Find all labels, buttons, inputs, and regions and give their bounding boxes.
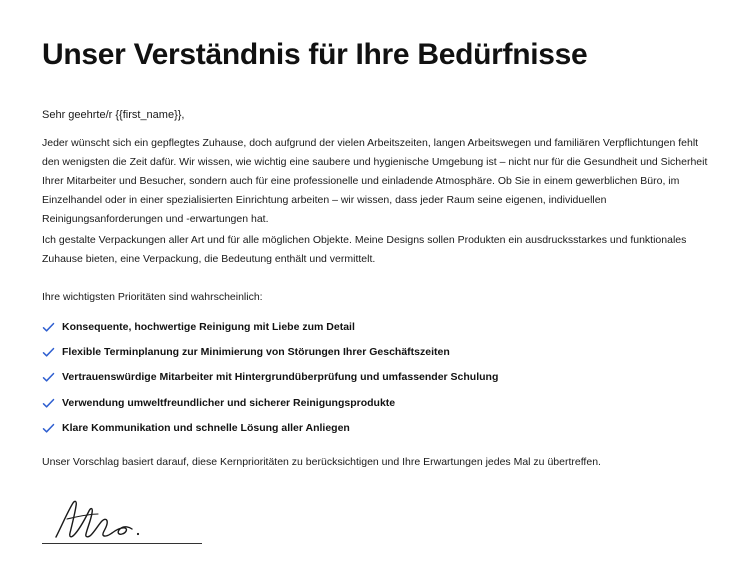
- signature-line: [42, 543, 202, 544]
- signature-block: [42, 497, 202, 544]
- salutation-text: Sehr geehrte/r {{first_name}},: [42, 108, 185, 121]
- check-icon: [42, 397, 55, 410]
- handwritten-signature-icon: [42, 497, 202, 541]
- list-item: [42, 345, 708, 359]
- body-paragraph-2: Ich gestalte Verpackungen aller Art und für alle möglichen Objekte. Meine Designs sollen Produkten ein ausdrucksstarkes und funktionales Zuhause bieten, eine Verpackung, die Bedeutung enthält und vermittelt.: [42, 234, 687, 266]
- list-item: [42, 421, 708, 435]
- priority-label: Konsequente, hochwertige Reinigung mit Liebe zum Detail: [62, 321, 355, 334]
- check-icon: [42, 422, 55, 435]
- closing-text: Unser Vorschlag basiert darauf, diese Kernprioritäten zu berücksichtigen und Ihre Erwartungen jedes Mal zu übertreffen.: [42, 455, 601, 468]
- priority-label: Verwendung umweltfreundlicher und sicherer Reinigungsprodukte: [62, 396, 396, 409]
- priorities-list: [42, 320, 708, 435]
- priority-label: Klare Kommunikation und schnelle Lösung aller Anliegen: [62, 421, 350, 434]
- priorities-intro-text: Ihre wichtigsten Prioritäten sind wahrscheinlich:: [42, 291, 263, 304]
- page-title: Unser Verständnis für Ihre Bedürfnisse: [42, 38, 588, 71]
- body-paragraph-1: Jeder wünscht sich ein gepflegtes Zuhause, doch aufgrund der vielen Arbeitszeiten, langen Arbeitswegen und familiären Verpflichtungen fehlt den wenigsten die Zeit dafür. Wir wissen, wie wichtig eine saubere und hygienische Umgebung ist – nicht nur für die Gesundheit und Sicherheit Ihrer Mitarbeiter und Besucher, sondern auch für eine professionelle und einladende Atmosphäre. Ob Sie in einem gewerblichen Büro, im Einzelhandel oder in einer spezialisierten Einrichtung arbeiten – wir wissen, dass jeder Raum seine eigenen, individuellen Reinigungsanforderungen und -erwartungen hat.: [42, 136, 708, 225]
- check-icon: [42, 371, 55, 384]
- check-icon: [42, 321, 55, 334]
- priority-label: Flexible Terminplanung zur Minimierung von Störungen Ihrer Geschäftszeiten: [62, 346, 450, 359]
- check-icon: [42, 346, 55, 359]
- list-item: [42, 396, 708, 410]
- priority-label: Vertrauenswürdige Mitarbeiter mit Hintergrundüberprüfung und umfassender Schulung: [62, 371, 499, 384]
- list-item: [42, 320, 708, 334]
- list-item: [42, 370, 708, 384]
